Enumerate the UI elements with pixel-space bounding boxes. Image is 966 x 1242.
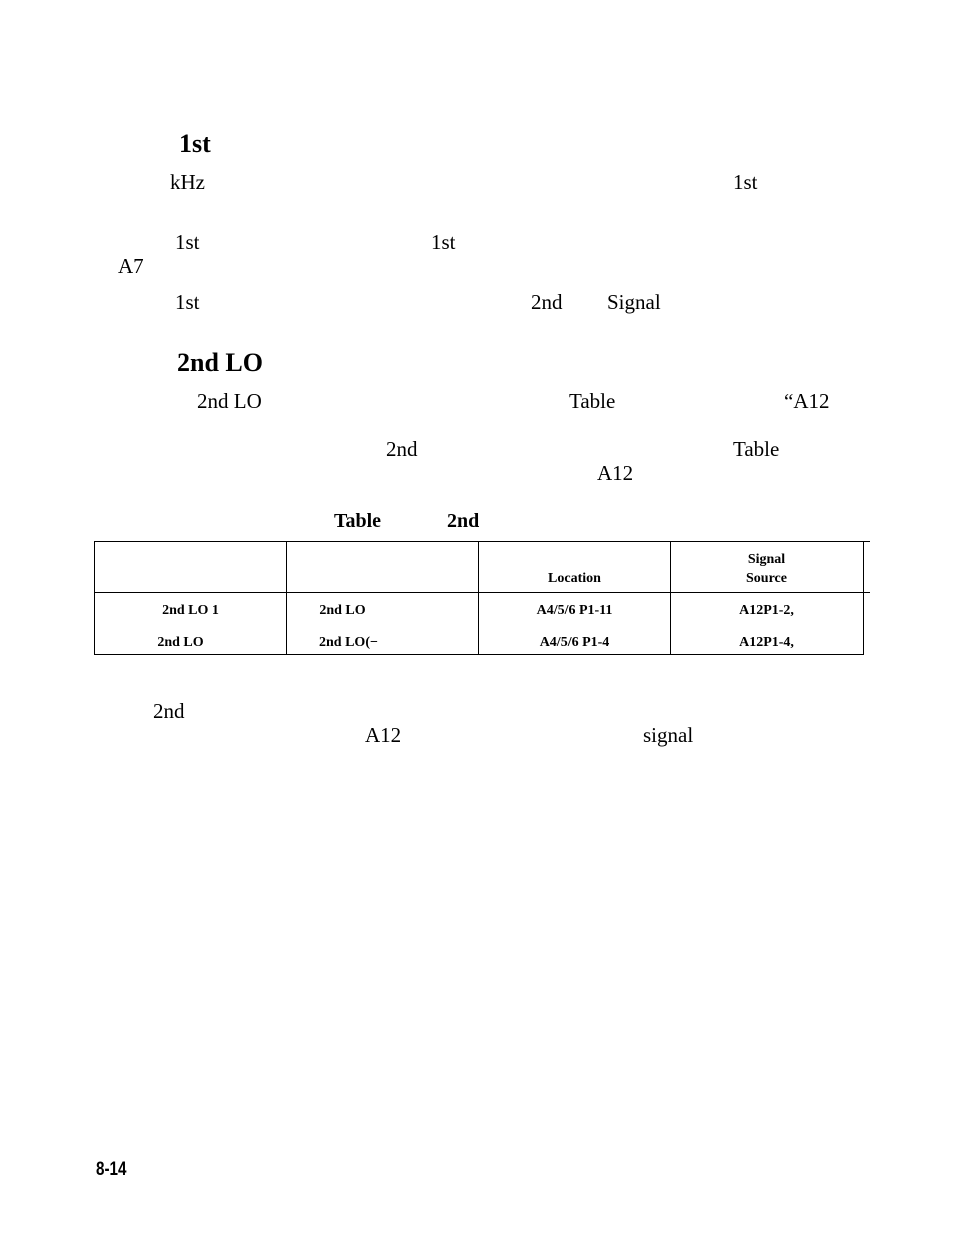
table-header-signal: Signal xyxy=(747,552,786,567)
text-fragment: Table xyxy=(569,389,616,413)
table-header-location: Location xyxy=(548,571,601,586)
table-cell: 2nd LO xyxy=(157,635,204,650)
table-cell: A12P1-4, xyxy=(739,635,794,650)
text-fragment: 2nd LO xyxy=(197,389,262,413)
table-cell: A12P1-2, xyxy=(739,603,794,618)
text-fragment: kHz xyxy=(170,170,205,194)
text-fragment: A7 xyxy=(118,254,144,278)
text-fragment: 2nd xyxy=(386,437,418,461)
text-fragment: A12 xyxy=(597,461,634,485)
text-fragment: Table xyxy=(733,437,780,461)
table-caption-title: 2nd xyxy=(447,510,480,532)
section-heading-1st: 1st xyxy=(179,129,211,158)
table-cell: A4/5/6 P1-4 xyxy=(539,635,610,650)
table-cell: 2nd LO 1 xyxy=(162,603,219,618)
table-header-signal-source xyxy=(671,551,862,589)
table-cell: 2nd LO(− xyxy=(319,635,378,650)
table-bottom-rule xyxy=(94,654,864,655)
table-top-rule xyxy=(94,541,870,542)
page-number: 8-14 xyxy=(96,1159,127,1180)
table-caption-label: Table xyxy=(334,510,382,532)
text-fragment: 2nd xyxy=(153,699,185,723)
text-fragment: 1st xyxy=(431,230,456,254)
text-fragment: Signal xyxy=(607,290,661,314)
table-col-rule xyxy=(863,541,864,655)
table-cell: 2nd LO xyxy=(319,603,366,618)
table-header-source: Source xyxy=(746,570,787,586)
table-header-rule xyxy=(94,592,870,593)
text-fragment: “A12 xyxy=(784,389,830,413)
text-fragment: A12 xyxy=(365,723,402,747)
text-fragment: 1st xyxy=(175,290,200,314)
text-fragment: 2nd xyxy=(531,290,563,314)
section-heading-2nd-lo: 2nd LO xyxy=(177,348,263,377)
text-fragment: signal xyxy=(643,723,694,747)
text-fragment: 1st xyxy=(733,170,758,194)
table-cell: A4/5/6 P1-11 xyxy=(536,603,613,618)
text-fragment: 1st xyxy=(175,230,200,254)
